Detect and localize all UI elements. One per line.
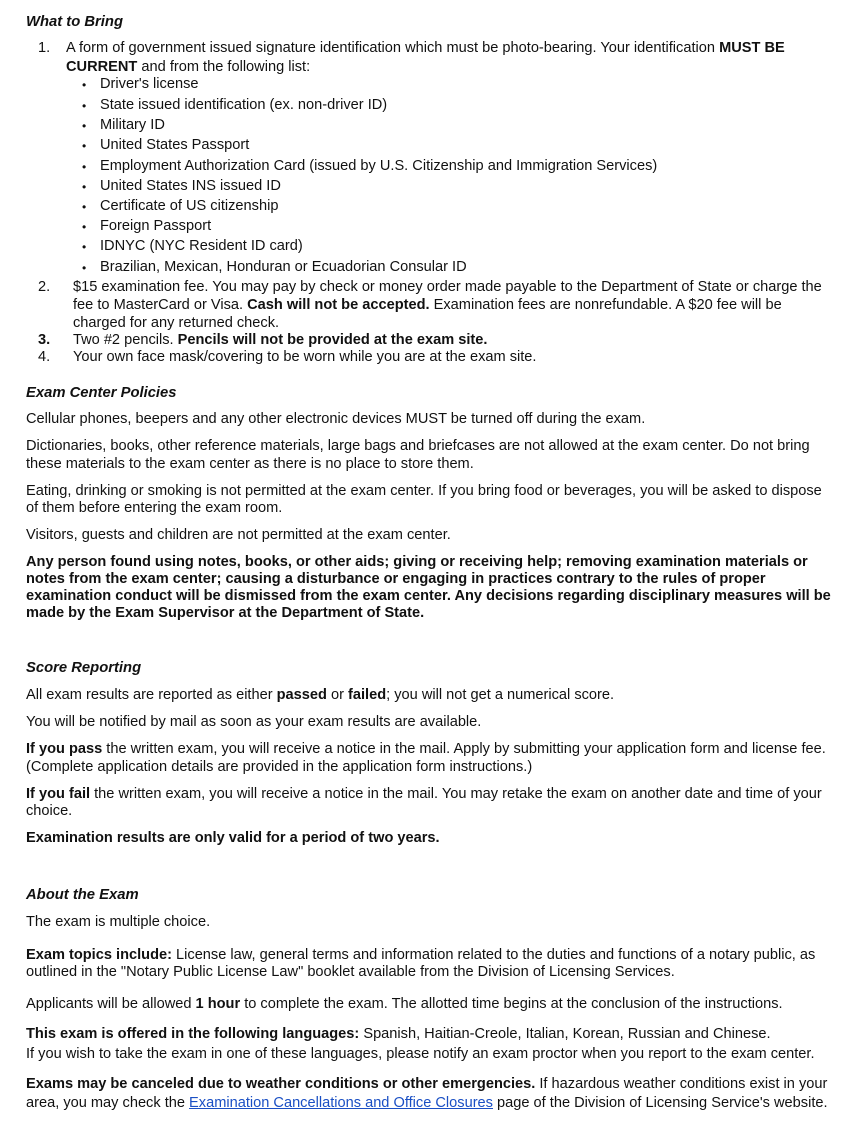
bullet-icon: • [82, 139, 87, 153]
about-paragraph: If you wish to take the exam in one of these languages, please notify an exam proctor when you report to the exam center. [26, 1046, 815, 1062]
policies-paragraph: Cellular phones, beepers and any other electronic devices MUST be turned off during the exam. [26, 411, 646, 427]
list-item: IDNYC (NYC Resident ID card) [100, 238, 303, 254]
item2-line3: charged for any returned check. [73, 315, 280, 331]
item1-line1: A form of government issued signature identification which must be photo-bearing. Your identification MUST BE [66, 40, 785, 56]
bullet-icon: • [82, 200, 87, 214]
bullet-icon: • [82, 220, 87, 234]
what-to-bring-heading: What to Bring [26, 14, 123, 30]
list-item: Driver's license [100, 76, 199, 92]
bullet-icon: • [82, 160, 87, 174]
about-paragraph: outlined in the "Notary Public License Law" booklet available from the Division of Licensing Services. [26, 964, 675, 980]
score-paragraph: You will be notified by mail as soon as your exam results are available. [26, 714, 482, 730]
list-number-2: 2. [38, 279, 51, 295]
item1-line2: CURRENT and from the following list: [66, 59, 311, 75]
about-paragraph: This exam is offered in the following languages: Spanish, Haitian-Creole, Italian, Korean, Russian and Chinese. [26, 1026, 771, 1042]
item4-line: Your own face mask/covering to be worn while you are at the exam site. [73, 349, 537, 365]
bullet-icon: • [82, 119, 87, 133]
list-number-4: 4. [38, 349, 51, 365]
item3-line: Two #2 pencils. Pencils will not be provided at the exam site. [73, 332, 488, 348]
exam-cancellations-link[interactable]: Examination Cancellations and Office Closures [189, 1095, 493, 1111]
policies-paragraph: Eating, drinking or smoking is not permitted at the exam center. If you bring food or beverages, you will be asked to dispose [26, 483, 822, 499]
item2-line1: $15 examination fee. You may pay by check or money order made payable to the Department of State or charge the [73, 279, 822, 295]
list-item: Foreign Passport [100, 218, 212, 234]
about-paragraph: Applicants will be allowed 1 hour to complete the exam. The allotted time begins at the conclusion of the instructions. [26, 996, 783, 1012]
bullet-icon: • [82, 78, 87, 92]
list-item: Military ID [100, 117, 165, 133]
exam-center-policies-heading: Exam Center Policies [26, 385, 177, 401]
about-exam-heading: About the Exam [26, 887, 139, 903]
score-paragraph: If you pass the written exam, you will receive a notice in the mail. Apply by submitting your application form and license fee. [26, 741, 826, 757]
list-item: State issued identification (ex. non-driver ID) [100, 97, 388, 113]
about-paragraph: Exams may be canceled due to weather conditions or other emergencies. If hazardous weather conditions exist in your [26, 1076, 828, 1092]
about-paragraph: The exam is multiple choice. [26, 914, 211, 930]
policies-warning: notes from the exam center; causing a disturbance or engaging in practices contrary to the rules of proper [26, 571, 766, 587]
score-validity-note: Examination results are only valid for a period of two years. [26, 830, 440, 846]
policies-warning: examination conduct will be dismissed from the exam center. Any decisions regarding disciplinary measures will be [26, 588, 831, 604]
score-reporting-heading: Score Reporting [26, 660, 142, 676]
policies-paragraph: of them before entering the exam room. [26, 500, 283, 516]
policies-warning: made by the Exam Supervisor at the Department of State. [26, 605, 425, 621]
bullet-icon: • [82, 240, 87, 254]
about-paragraph: area, you may check the Examination Cancellations and Office Closures page of the Division of Licensing Service's website. [26, 1095, 828, 1111]
policies-warning: Any person found using notes, books, or other aids; giving or receiving help; removing examination materials or [26, 554, 808, 570]
policies-paragraph: Dictionaries, books, other reference materials, large bags and briefcases are not allowed at the exam center. Do not bring [26, 438, 810, 454]
item2-line2: fee to MasterCard or Visa. Cash will not be accepted. Examination fees are nonrefundable. A $20 fee will be [73, 297, 782, 313]
policies-paragraph: Visitors, guests and children are not permitted at the exam center. [26, 527, 451, 543]
bullet-icon: • [82, 99, 87, 113]
score-paragraph: choice. [26, 803, 73, 819]
list-item: Certificate of US citizenship [100, 198, 279, 214]
list-item: United States Passport [100, 137, 250, 153]
list-item: Employment Authorization Card (issued by U.S. Citizenship and Immigration Services) [100, 158, 658, 174]
bullet-icon: • [82, 180, 87, 194]
score-paragraph: If you fail the written exam, you will receive a notice in the mail. You may retake the exam on another date and time of your [26, 786, 822, 802]
policies-paragraph: these materials to the exam center as there is no place to store them. [26, 456, 474, 472]
list-number-3: 3. [38, 332, 51, 348]
about-paragraph: Exam topics include: License law, general terms and information related to the duties and functions of a notary public, as [26, 947, 816, 963]
score-paragraph: (Complete application details are provided in the application form instructions.) [26, 759, 533, 775]
list-item: United States INS issued ID [100, 178, 281, 194]
list-number-1: 1. [38, 40, 51, 56]
bullet-icon: • [82, 261, 87, 275]
score-paragraph: All exam results are reported as either passed or failed; you will not get a numerical score. [26, 687, 615, 703]
list-item: Brazilian, Mexican, Honduran or Ecuadorian Consular ID [100, 259, 467, 275]
